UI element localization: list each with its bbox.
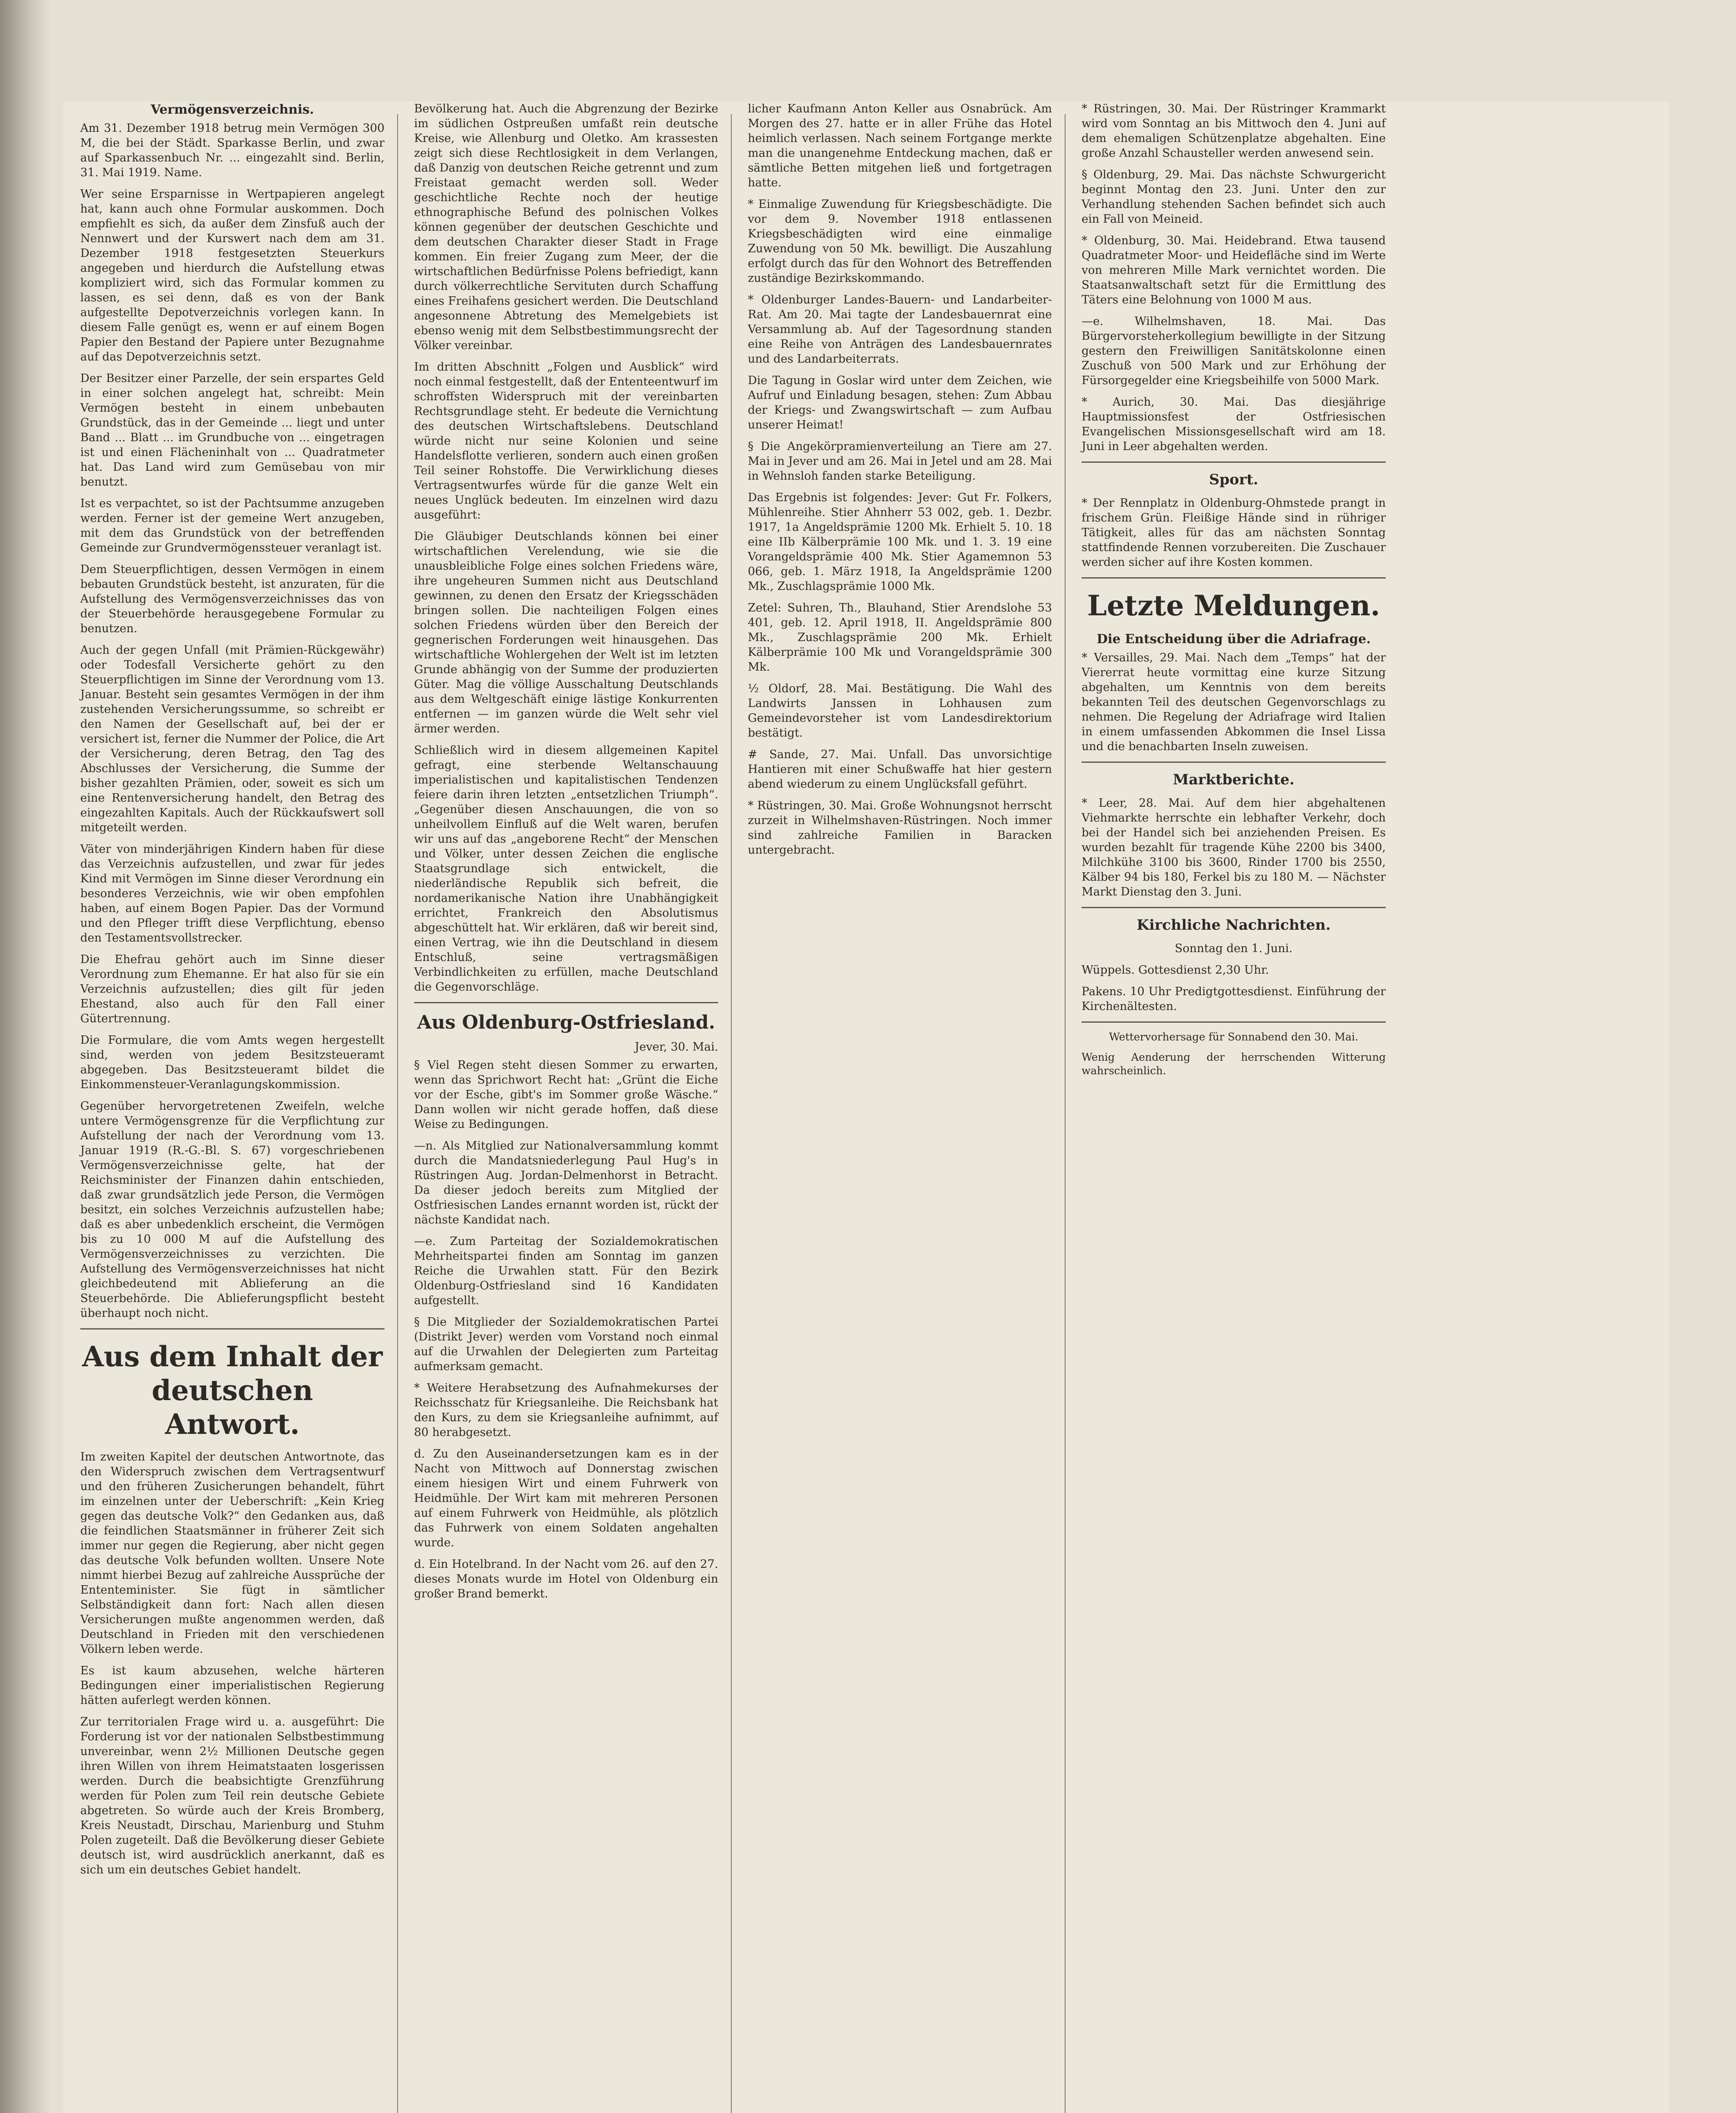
column-3 — [748, 101, 1052, 864]
paragraph: * Rüstringen, 30. Mai. Große Wohnungsnot herrscht zurzeit in Wilhelmshaven-Rüstringen. Noch immer sind zahlreiche Familien in Baracken untergebracht. — [748, 799, 1052, 857]
paragraph: * Oldenburg, 30. Mai. Heidebrand. Etwa tausend Quadratmeter Moor- und Heidefläche sind im Werte von mehreren Mille Mark vernichtet worden. Die Staatsanwaltschaft setzt für die Ermittlung des Täters eine Belohnung von 1000 M aus. — [1082, 234, 1386, 306]
section-divider — [414, 1002, 718, 1003]
paragraph: d. Ein Hotelbrand. In der Nacht vom 26. auf den 27. dieses Monats wurde im Hotel von Oldenburg ein großer Brand bemerkt. — [414, 1558, 718, 1600]
section-title-letzte-meldungen: Letzte Meldungen. — [1087, 589, 1380, 622]
paragraph: * Aurich, 30. Mai. Das diesjährige Hauptmissionsfest der Ostfriesischen Evangelischen Missionsgesellschaft wird am 18. Juni in Leer abgehalten werden. — [1082, 396, 1386, 453]
paragraph: * Einmalige Zuwendung für Kriegsbeschädigte. Die vor dem 9. November 1918 entlassenen Kriegsbeschädigten wird eine einmalige Zuwendung von 50 Mk. bewilligt. Die Auszahlung erfolgt durch das für den Wohnort des Betreffenden zuständige Bezirkskommando. — [748, 198, 1052, 285]
paragraph: Im zweiten Kapitel der deutschen Antwortnote, das den Widerspruch zwischen dem Vertragsentwurf und den früheren Zusicherungen behandelt, führt im einzelnen unter der Ueberschrift: „Kein Krieg gegen das deutsche Volk?“ den Gedanken aus, daß die feindlichen Staatsmänner in früherer Zeit sich immer nur gegen die Regierung, aber nicht gegen das deutsche Volk befunden wollten. Unsere Note nimmt hierbei Bezug auf zahlreiche Aussprüche der Ententeminister. Sie fügt in sämtlicher Selbständigkeit dann fort: Nach allen diesen Versicherungen mußte angenommen werden, daß Deutschland in Frieden mit den verschiedenen Völkern leben werde. — [80, 1450, 384, 1656]
paragraph: Bevölkerung hat. Auch die Abgrenzung der Bezirke im südlichen Ostpreußen umfaßt rein deutsche Kreise, wie Allenburg und Oletko. Am krassesten zeigt sich diese Rechtlosigkeit in dem Verlangen, daß Danzig von deutschen Reiche getrennt und zum Freistaat gemacht werden soll. Weder geschichtliche Rechte noch der heutige ethnographische Befund des polnischen Volkes können gegenüber der deutschen Geschichte und dem deutschen Charakter dieser Stadt in Frage kommen. Ein freier Zugang zum Meer, der die wirtschaftlichen Bedürfnisse Polens befriedigt, kann durch völkerrechtliche Servituten durch Schaffung eines Freihafens gesichert werden. Die Deutschland angesonnene Abtretung des Memelgebiets ist ebenso wenig mit dem Selbstbestimmungsrecht der Völker vereinbar. — [414, 102, 718, 352]
paragraph: * Versailles, 29. Mai. Nach dem „Temps“ hat der Viererrat heute vormittag eine kurze Sitzung abgehalten, um Kenntnis von dem bereits bekannten Teil des deutschen Gegenvorschlags zu nehmen. Die Regelung der Adriafrage wird Italien in einem umfassenden Abkommen die Insel Lissa und die benachbarten Inseln zuweisen. — [1082, 651, 1386, 753]
paragraph: Väter von minderjährigen Kindern haben für diese das Verzeichnis aufzustellen, und zwar für jedes Kind mit Vermögen im Sinne dieser Verordnung ein besonderes Verzeichnis, wie wir oben empfohlen haben, auf einem Bogen Papier. Das der Vormund und den Pfleger trifft diese Verpflichtung, ebenso den Testamentsvollstrecker. — [80, 843, 384, 945]
kirch-date: Sonntag den 1. Juni. — [1175, 942, 1293, 955]
section-divider — [1082, 1021, 1386, 1023]
newspaper-page — [63, 101, 1669, 2113]
paragraph: —e. Zum Parteitag der Sozialdemokratischen Mehrheitspartei finden am Sonntag im ganzen Reiche die Urwahlen statt. Für den Bezirk Oldenburg-Ostfriesland sind 16 Kandidaten aufgestellt. — [414, 1235, 718, 1307]
column-1 — [80, 101, 384, 1884]
section-divider — [1082, 762, 1386, 763]
dateline: Jever, 30. Mai. — [635, 1040, 718, 1054]
kirch-entry: Wüppels. Gottesdienst 2,30 Uhr. — [1082, 964, 1269, 977]
paragraph: d. Zu den Auseinandersetzungen kam es in der Nacht von Mittwoch auf Donnerstag zwischen einem hiesigen Wirt und einem Fuhrwerk von Heidmühle. Der Wirt kam mit mehreren Personen auf einem Fuhrwerk von Heidmühle, als plötzlich das Fuhrwerk von einem Soldaten angehalten wurde. — [414, 1447, 718, 1549]
paragraph: Die Formulare, die vom Amts wegen hergestellt sind, werden von jedem Besitzsteueramt abgegeben. Das Besitzsteueramt bildet die Einkommensteuer-Veranlagungskommission. — [80, 1034, 384, 1091]
binding-shadow — [0, 0, 51, 2113]
paragraph: Es ist kaum abzusehen, welche härteren Bedingungen einer imperialistischen Regierung hätten auferlegt werden können. — [80, 1664, 384, 1707]
weather-forecast: Wenig Aenderung der herrschenden Witterung wahrscheinlich. — [1082, 1051, 1386, 1077]
paragraph: licher Kaufmann Anton Keller aus Osnabrück. Am Morgen des 27. hatte er in aller Frühe das Hotel heimlich verlassen. Nach seinem Fortgange merkte man die unangenehme Entdeckung machen, daß er sämtliche Betten mitgehen ließ und fortgetragen hatte. — [748, 102, 1052, 189]
paragraph: Gegenüber hervorgetretenen Zweifeln, welche untere Vermögensgrenze für die Verpflichtung zur Aufstellung der nach der Verordnung vom 13. Januar 1919 (R.-G.-Bl. S. 67) vorgeschriebenen Vermögensverzeichnisse gelte, hat der Reichsminister der Finanzen dahin entschieden, daß zwar grundsätzlich jede Person, die Vermögen besitzt, ein solches Verzeichnis aufzustellen habe; daß es aber unbedenklich erscheint, die Vermögen bis zu 10 000 M auf die Aufstellung des Vermögensverzeichnisses zu verzichten. Die Aufstellung des Vermögensverzeichnisses hat nicht gleichbedeutend mit Ablieferung an die Steuerbehörde. Die Ablieferungspflicht besteht überhaupt noch nicht. — [80, 1100, 384, 1320]
paragraph: ½ Oldorf, 28. Mai. Bestätigung. Die Wahl des Landwirts Janssen in Lohhausen zum Gemeindevorsteher ist vom Landesdirektorium bestätigt. — [748, 682, 1052, 740]
paragraph: Auch der gegen Unfall (mit Prämien-Rückgewähr) oder Todesfall Versicherte gehört zu den Steuerpflichtigen im Sinne der Verordnung vom 13. Januar. Besteht sein gesamtes Vermögen in der ihm zustehenden Versicherungssumme, so schreibt er den Namen der Gesellschaft auf, bei der er versichert ist, ferner die Nummer der Police, die Art der Versicherung, deren Betrag, den Tag des Abschlusses der Versicherung, die Summe der bisher gezahlten Prämien, oder, soweit es sich um eine Rentenversicherung handelt, den Betrag des eingezahlten Kapitals. Auch der Rückkaufswert soll mitgeteilt werden. — [80, 644, 384, 834]
paragraph: Im dritten Abschnitt „Folgen und Ausblick“ wird noch einmal festgestellt, daß der Ententeentwurf im schroffsten Widerspruch mit der vereinbarten Rechtsgrundlage steht. Er bedeute die Vernichtung des deutschen Wirtschaftslebens. Deutschland würde nicht nur seine Kolonien und seine Handelsflotte verlieren, sondern auch einen großen Teil seiner Rohstoffe. Die Verwirklichung dieses Vertragsentwurfes würde für die ganze Welt ein neues Unglück bedeuten. Im einzelnen wird dazu ausgeführt: — [414, 360, 718, 521]
paragraph: Die Tagung in Goslar wird unter dem Zeichen, wie Aufruf und Einladung besagen, stehen: Zum Abbau der Kriegs- und Zwangswirtschaft — zum Aufbau unserer Heimat! — [748, 374, 1052, 431]
section-title-oldenburg: Aus Oldenburg-Ostfriesland. — [417, 1012, 715, 1033]
paragraph: Der Besitzer einer Parzelle, der sein erspartes Geld in einer solchen angelegt hat, schreibt: Mein Vermögen besteht in einem unbebauten Grundstück, das in der Gemeinde ... liegt und unter Band ... Blatt ... im Grundbuche von ... eingetragen ist und einen Flächeninhalt von ... Quadratmeter hat. Das Land wird zum Gemüsebau von mir benutzt. — [80, 372, 384, 489]
section-title-sport: Sport. — [1209, 471, 1259, 488]
paragraph: Das Ergebnis ist folgendes: Jever: Gut Fr. Folkers, Mühlenreihe. Stier Ahnherr 53 002, geb. 1. Dezbr. 1917, 1a Angeldsprämie 1200 Mk. Erhielt 5. 10. 18 eine IIb Kälberprämie 100 Mk. und 1. 3. 19 eine Vorangeldsprämie 400 Mk. Stier Agamemnon 53 066, geb. 1. März 1918, Ia Angeldsprämie 1200 Mk., Zuschlagsprämie 1000 Mk. — [748, 491, 1052, 593]
article-title-antwort: Aus dem Inhalt der deutschen Antwort. — [82, 1340, 383, 1441]
column-rule — [731, 114, 732, 2113]
paragraph: Zetel: Suhren, Th., Blauhand, Stier Arendslohe 53 401, geb. 12. April 1918, II. Angeldsprämie 800 Mk., Zuschlagsprämie 200 Mk. Erhielt Kälberprämie 100 Mk und Vorangeldsprämie 300 Mk. — [748, 601, 1052, 674]
column-4 — [1082, 101, 1386, 1084]
paragraph: * Oldenburger Landes-Bauern- und Landarbeiter-Rat. Am 20. Mai tagte der Landesbauernrat eine Versammlung ab. Auf der Tagesordnung standen eine Reihe von Anträgen des Landesbauernrates und des Landarbeiterrats. — [748, 293, 1052, 366]
paragraph: # Sande, 27. Mai. Unfall. Das unvorsichtige Hantieren mit einer Schußwaffe hat hier gestern abend wiederum zu einem Unglücksfall geführt. — [748, 748, 1052, 791]
column-2 — [414, 101, 718, 1608]
paragraph: Die Ehefrau gehört auch im Sinne dieser Verordnung zum Ehemanne. Er hat also für sie ein Verzeichnis aufzustellen; dies gilt für jeden Ehestand, also auch für den Fall einer Gütertrennung. — [80, 953, 384, 1025]
paragraph: Am 31. Dezember 1918 betrug mein Vermögen 300 M, die bei der Städt. Sparkasse Berlin, und zwar auf Sparkassenbuch Nr. ... eingezahlt sind. Berlin, 31. Mai 1919. Name. — [80, 122, 384, 179]
paragraph: Dem Steuerpflichtigen, dessen Vermögen in einem bebauten Grundstück besteht, ist anzuraten, für die Aufstellung des Vermögensverzeichnisses das von der Steuerbehörde herausgegebene Formular zu benutzen. — [80, 563, 384, 635]
paragraph: * Der Rennplatz in Oldenburg-Ohmstede prangt in frischem Grün. Fleißige Hände sind in rühriger Tätigkeit, alles für das am nächsten Sonntag stattfindende Rennen vorzubereiten. Die Zuschauer werden sicher auf ihre Kosten kommen. — [1082, 497, 1386, 569]
paragraph: —n. Als Mitglied zur Nationalversammlung kommt durch die Mandatsniederlegung Paul Hug's in Rüstringen Aug. Jordan-Delmenhorst in Betracht. Da dieser jedoch bereits zum Mitglied der Ostfriesischen Landes ernannt worden ist, rückt der nächste Kandidat nach. — [414, 1139, 718, 1226]
section-title-kirchliche-nachrichten: Kirchliche Nachrichten. — [1136, 917, 1331, 934]
section-divider — [1082, 461, 1386, 463]
paragraph: —e. Wilhelmshaven, 18. Mai. Das Bürgervorsteherkollegium bewilligte in der Sitzung gestern den Freiwilligen Sanitätskolonne einen Zuschuß von 500 Mark und zur Erhöhung der Fürsorgegelder eine Kriegsbeihilfe von 5000 Mark. — [1082, 315, 1386, 387]
column-rule — [1065, 114, 1066, 2113]
weather-heading: Wettervorhersage für Sonnabend den 30. Mai. — [1109, 1031, 1359, 1043]
section-title-marktberichte: Marktberichte. — [1173, 771, 1295, 788]
column-rule — [397, 114, 398, 2113]
section-divider — [1082, 907, 1386, 908]
kirch-entry: Pakens. 10 Uhr Predigtgottesdienst. Einführung der Kirchenältesten. — [1082, 985, 1386, 1013]
paragraph: Ist es verpachtet, so ist der Pachtsumme anzugeben werden. Ferner ist der gemeine Wert anzugeben, mit dem das Grundstück von der betreffenden Gemeinde zur Grundvermögenssteuer veranlagt ist. — [80, 497, 384, 554]
paragraph: § Die Mitglieder der Sozialdemokratischen Partei (Distrikt Jever) werden vom Vorstand noch einmal auf die Urwahlen der Delegierten zum Parteitag aufmerksam gemacht. — [414, 1316, 718, 1373]
paragraph: § Oldenburg, 29. Mai. Das nächste Schwurgericht beginnt Montag den 23. Juni. Unter den zur Verhandlung stehenden Sachen befindet sich auch ein Fall von Meineid. — [1082, 168, 1386, 226]
paragraph: * Rüstringen, 30. Mai. Der Rüstringer Krammarkt wird vom Sonntag an bis Mittwoch den 4. Juni auf dem ehemaligen Schützenplatze abgehalten. Eine große Anzahl Schausteller werden anwesend sein. — [1082, 102, 1386, 160]
paragraph: Wer seine Ersparnisse in Wertpapieren angelegt hat, kann auch ohne Formular auskommen. Doch empfiehlt es sich, da außer dem Zinsfuß auch der Nennwert und der Kurswert nach dem am 31. Dezember 1918 festgesetzten Steuerkurs angegeben und hierdurch die Aufstellung etwas kompliziert wird, sich das Formular kommen zu lassen, es sei denn, daß es von der Bank aufgestellte Depotverzeichnis vorlegen kann. In diesem Falle genügt es, wenn er auf einem Bogen Papier den Bestand der Papiere unter Bezugnahme auf das Depotverzeichnis setzt. — [80, 188, 384, 363]
section-divider — [1082, 577, 1386, 579]
paragraph: § Die Angekörpramienverteilung an Tiere am 27. Mai in Jever und am 26. Mai in Jetel und am 28. Mai in Wehnsloh fanden starke Beteiligung. — [748, 440, 1052, 483]
paragraph: * Leer, 28. Mai. Auf dem hier abgehaltenen Viehmarkte herrschte ein lebhafter Verkehr, doch bei der Handel sich bei anziehenden Preisen. Es wurden bezahlt für tragende Kühe 2200 bis 3400, Milchkühe 3100 bis 3600, Rinder 1700 bis 2550, Kälber 94 bis 180, Ferkel bis zu 180 M. — Nächster Markt Dienstag den 3. Juni. — [1082, 797, 1386, 898]
paragraph: * Weitere Herabsetzung des Aufnahmekurses der Reichsschatz für Kriegsanleihe. Die Reichsbank hat den Kurs, zu dem sie Kriegsanleihe aufnimmt, auf 80 herabgesetzt. — [414, 1381, 718, 1439]
section-divider — [80, 1328, 384, 1329]
paragraph: § Viel Regen steht diesen Sommer zu erwarten, wenn das Sprichwort Recht hat: „Grünt die Eiche vor der Esche, gibt's im Sommer große Wäsche.“ Dann wollen wir nicht gerade hoffen, daß diese Weise zu Bedingungen. — [414, 1059, 718, 1131]
paragraph: Schließlich wird in diesem allgemeinen Kapitel gefragt, eine sterbende Weltanschauung imperialistischen und kapitalistischen Tendenzen feiere darin ihren letzten „entsetzlichen Triumph“. „Gegenüber diesen Anschauungen, die von so unheilvollem Einfluß auf die Welt waren, berufen wir uns auf das „angeborene Recht“ der Menschen und Völker, unter dessen Zeichen die englische Staatsgrundlage sich entwickelt, die niederländische Republik sich befreit, die nordamerikanische Nation ihre Unabhängigkeit errichtet, Frankreich den Absolutismus abgeschüttelt hat. Wir erklären, daß wir bereit sind, einen Vertrag, wie ihn die Deutschland in diesem Entschluß, seine vertragsmäßigen Verbindlichkeiten zu erfüllen, mache Deutschland die Gegenvorschläge. — [414, 744, 718, 994]
subheading-adriafrage: Die Entscheidung über die Adriafrage. — [1096, 632, 1371, 647]
paragraph: Die Gläubiger Deutschlands können bei einer wirtschaftlichen Verelendung, wie sie die unausbleibliche Folge eines solchen Friedens wäre, ihre ungeheuren Summen nicht aus Deutschland gewinnen, zu denen den Ersatz der Kriegsschäden bringen sollen. Die nachteiligen Folgen eines solchen Friedens würden über den Bereich der gegnerischen Forderungen weit hinausgehen. Das wirtschaftliche Wohlergehen der Welt ist im letzten Grunde abhängig von der Summe der produzierten Güter. Mag die völlige Ausschaltung Deutschlands aus dem Weltgeschäft einige lästige Konkurrenten entfernen — im ganzen würde die Welt sehr viel ärmer werden. — [414, 530, 718, 735]
paragraph: Zur territorialen Frage wird u. a. ausgeführt: Die Forderung ist vor der nationalen Selbstbestimmung unvereinbar, wenn 2½ Millionen Deutsche gegen ihren Willen von ihrem Heimatstaaten losgerissen werden. Durch die beabsichtigte Grenzführung werden für Polen zum Teil rein deutsche Gebiete abgetreten. So würde auch der Kreis Bromberg, Kreis Neustadt, Dirschau, Marienburg und Stuhm Polen zugeteilt. Daß die Bevölkerung dieser Gebiete deutsch ist, wird ausdrücklich anerkannt, daß es sich um ein deutsches Gebiet handelt. — [80, 1715, 384, 1876]
heading-vermoegensverzeichnis: Vermögensverzeichnis. — [150, 102, 314, 117]
